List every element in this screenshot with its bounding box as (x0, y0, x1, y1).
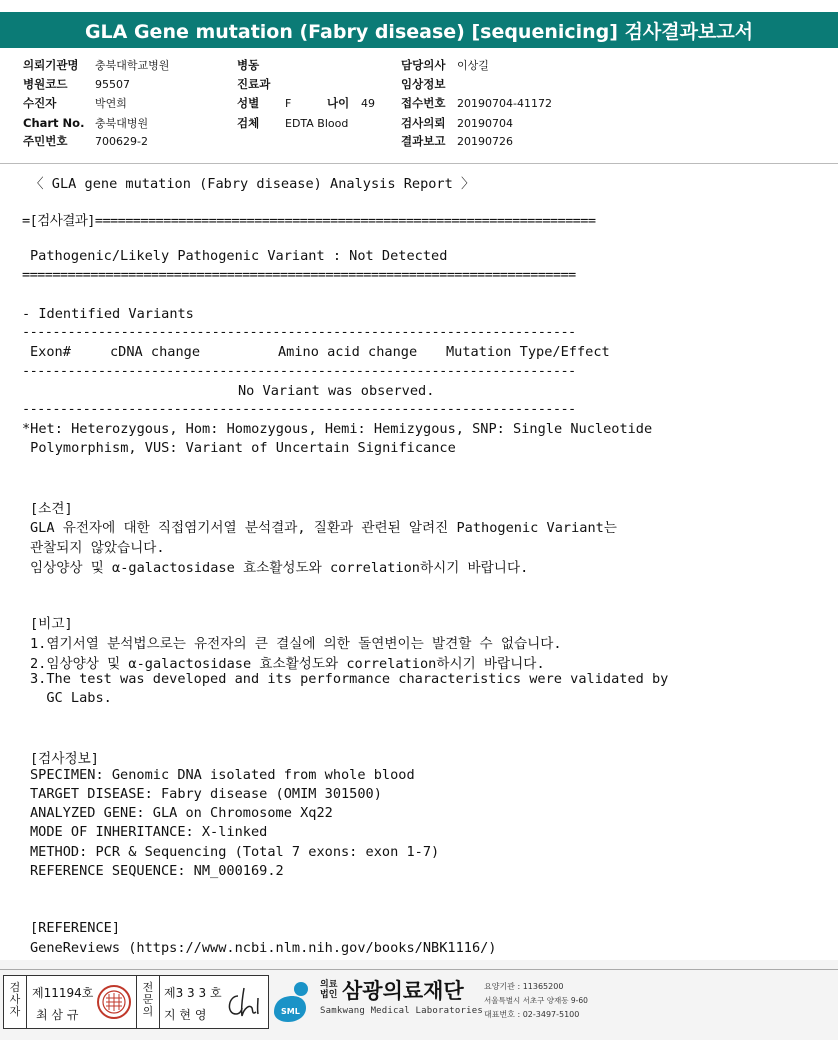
examiner-label-cell (4, 976, 27, 1028)
opinion-line-2: 관찰되지 않았습니다. (30, 540, 165, 556)
examiner-label: 검사자 (9, 981, 21, 1018)
abbreviation-line-1: *Het: Heterozygous, Hom: Homozygous, Hemi: Hemizygous, SNP: Single Nucleotide (22, 421, 653, 437)
col-cdna: cDNA change (110, 344, 201, 360)
info-row-clinical-info: 임상정보 (401, 77, 446, 91)
specialist-label: 전문의 (142, 981, 154, 1018)
info-row-patient: 수진자 박연희 (23, 96, 127, 110)
remark-title: [비고] (30, 616, 73, 632)
table-rule-bottom: ------------------------------------------------------------------------- (22, 401, 576, 417)
table-rule-top: ------------------------------------------------------------------------- (22, 324, 576, 340)
info-row-department: 진료과 (237, 77, 271, 91)
org-type-line-1: 의료 (320, 980, 338, 990)
handwritten-signature (222, 984, 264, 1022)
remark-line-1: 1.염기서열 분석법으로는 유전자의 큰 결실에 의한 돌연변이는 발견할 수 없습니다. (30, 636, 562, 652)
signature-box (3, 975, 269, 1029)
test-info-inheritance: MODE OF INHERITANCE: X-linked (30, 824, 268, 840)
info-row-specimen: 검체 EDTA Blood (237, 116, 349, 130)
red-seal-stamp (96, 984, 132, 1020)
footer-divider (0, 969, 838, 970)
remark-line-4: GC Labs. (30, 690, 112, 706)
remark-line-2: 2.임상양상 및 α-galactosidase 효소활성도와 correlation하시기 바랍니다. (30, 656, 545, 672)
patient-info-header (0, 54, 838, 166)
agency-number: 요양기관 : 11365200 (484, 982, 564, 991)
info-row-resident-no: 주민번호 700629-2 (23, 134, 148, 148)
remark-line-3: 3.The test was developed and its performance characteristics were validated by (30, 671, 669, 687)
col-exon: Exon# (30, 344, 71, 360)
examiner-name: 최 삼 규 (36, 1008, 79, 1022)
org-type-line-2: 법인 (320, 990, 338, 1000)
result-text: Pathogenic/Likely Pathogenic Variant : Not Detected (30, 248, 448, 264)
test-info-method: METHOD: PCR & Sequencing (Total 7 exons: exon 1-7) (30, 844, 440, 860)
abbreviation-line-2: Polymorphism, VUS: Variant of Uncertain Significance (22, 440, 456, 456)
org-name: 삼광의료재단 (342, 979, 464, 1003)
result-section-bar: =[검사결과]================================================================== (22, 213, 596, 229)
org-address: 서울특별시 서초구 양재동 9-60 (484, 996, 588, 1005)
table-rule-mid: ------------------------------------------------------------------------- (22, 363, 576, 379)
info-row-receipt-no: 접수번호 20190704-41172 (401, 96, 552, 110)
info-row-report-date: 결과보고 20190726 (401, 134, 513, 148)
test-info-reference-seq: REFERENCE SEQUENCE: NM_000169.2 (30, 863, 284, 879)
test-info-analyzed-gene: ANALYZED GENE: GLA on Chromosome Xq22 (30, 805, 333, 821)
opinion-line-1: GLA 유전자에 대한 직접염기서열 분석결과, 질환과 관련된 알려진 Pathogenic Variant는 (30, 520, 617, 536)
no-variant-text: No Variant was observed. (238, 383, 435, 399)
org-english-name: Samkwang Medical Laboratories (320, 1006, 483, 1016)
org-type (320, 980, 337, 1000)
specialist-name: 지 현 영 (164, 1008, 207, 1022)
col-mutation-type: Mutation Type/Effect (446, 344, 610, 360)
info-row-ward: 병동 (237, 58, 260, 72)
opinion-line-3: 임상양상 및 α-galactosidase 효소활성도와 correlation하시기 바랍니다. (30, 560, 529, 576)
info-row-institution: 의뢰기관명 충북대학교병원 (23, 58, 170, 72)
test-info-target-disease: TARGET DISEASE: Fabry disease (OMIM 301500) (30, 786, 382, 802)
examiner-license-no: 제11194호 (32, 986, 94, 1000)
variants-heading: - Identified Variants (22, 306, 194, 322)
sml-logo-icon (270, 978, 316, 1024)
specialist-label-cell (136, 976, 160, 1028)
test-info-title: [검사정보] (30, 751, 99, 767)
test-info-specimen: SPECIMEN: Genomic DNA isolated from whole blood (30, 767, 415, 783)
opinion-title: [소견] (30, 501, 73, 517)
info-row-sex: 성별 F 나이 49 (237, 96, 375, 110)
reference-link[interactable]: GeneReviews (https://www.ncbi.nlm.nih.gov/books/NBK1116/) (30, 940, 497, 956)
col-amino-acid: Amino acid change (278, 344, 418, 360)
double-rule: ========================================================================= (22, 267, 576, 283)
info-row-chart-no: Chart No. 충북대병원 (23, 116, 149, 130)
reference-title: [REFERENCE] (30, 920, 121, 936)
header-divider (0, 163, 838, 164)
info-row-request-date: 검사의뢰 20190704 (401, 116, 513, 130)
sml-logo-text: SML (281, 1007, 300, 1016)
report-title: GLA Gene mutation (Fabry disease) [sequenicing] 검사결과보고서 (0, 12, 838, 48)
org-phone: 대표번호 : 02-3497-5100 (484, 1010, 580, 1019)
info-row-physician: 담당의사 이상길 (401, 58, 489, 72)
specialist-license-no: 제3 3 3 호 (164, 986, 222, 1000)
info-row-hospital-code: 병원코드 95507 (23, 77, 130, 91)
report-heading: 〈 GLA gene mutation (Fabry disease) Analysis Report 〉 (30, 176, 475, 192)
